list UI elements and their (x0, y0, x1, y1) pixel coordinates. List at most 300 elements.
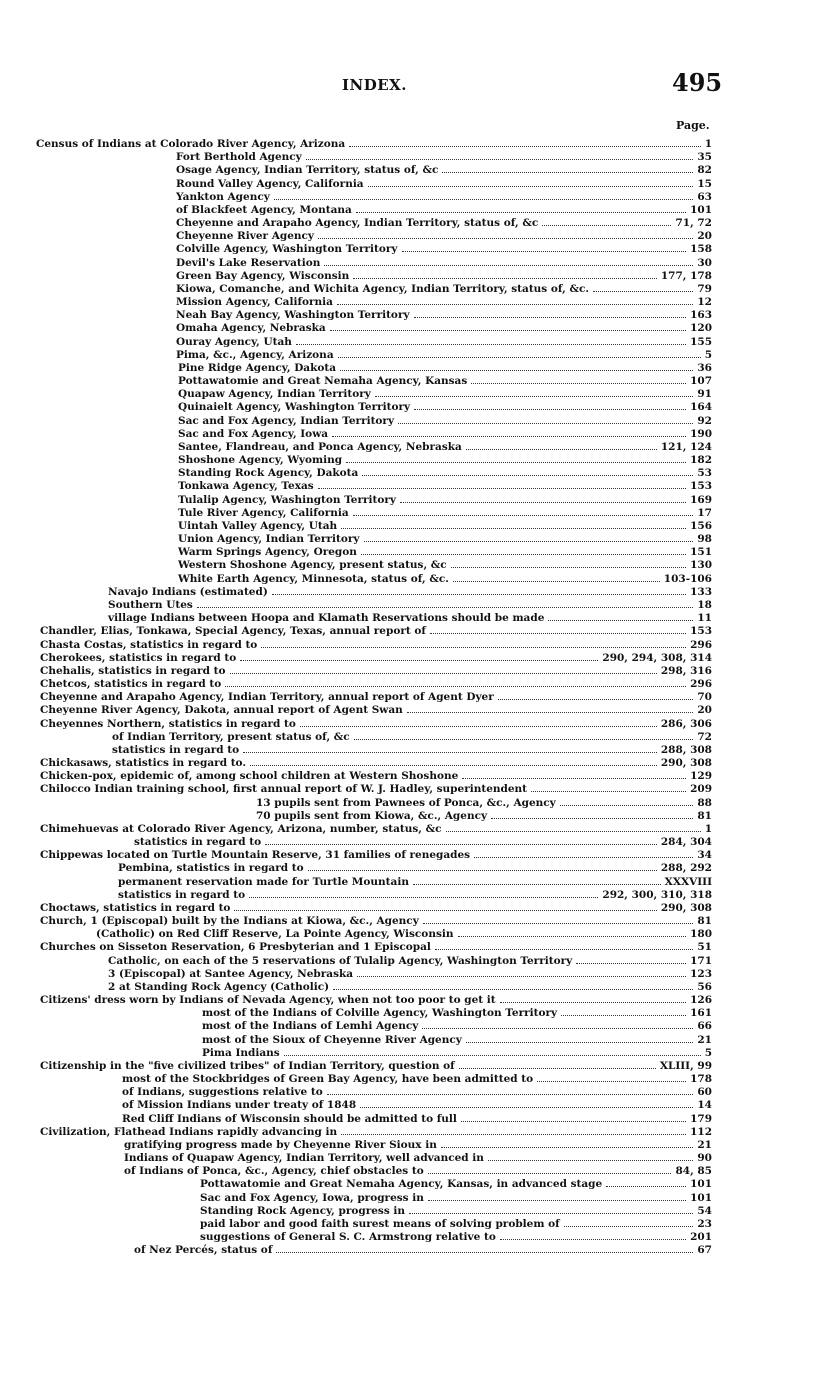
dot-leader (357, 976, 686, 977)
index-entry (0, 428, 712, 441)
index-entry-page-ref: 91 (697, 388, 712, 401)
index-entry-text: Chimehuevas at Colorado River Agency, Arizona, number, status, &c (40, 822, 442, 835)
index-entry-page-ref: 153 (690, 480, 712, 493)
dot-leader (284, 1055, 701, 1056)
index-entry-text: suggestions of General S. C. Armstrong relative to (200, 1231, 496, 1244)
index-entry-page-ref: 164 (690, 401, 712, 414)
dot-leader (340, 370, 693, 371)
index-entry-text: Church, 1 (Episcopal) built by the Indians at Kiowa, &c., Agency (40, 915, 419, 927)
index-entry-text: Indians of Quapaw Agency, Indian Territory, well advanced in (124, 1152, 484, 1165)
index-entry-page-ref: 17 (697, 506, 712, 519)
index-entry-page-ref: 35 (697, 151, 712, 164)
dot-leader (318, 488, 686, 489)
index-entry (0, 718, 712, 731)
page-column-label: Page. (676, 119, 710, 132)
index-entry-page-ref: 121, 124 (660, 440, 712, 453)
index-entry-text: Navajo Indians (estimated) (108, 585, 268, 598)
dot-leader (414, 317, 687, 318)
index-entry-page-ref: 120 (690, 322, 712, 335)
index-entry-page-ref: 92 (697, 414, 712, 427)
dot-leader (441, 1147, 694, 1148)
index-entry-page-ref: 72 (697, 730, 712, 743)
index-entry-page-ref: 171 (690, 954, 712, 967)
index-entry-page-ref: 14 (697, 1099, 712, 1112)
index-entry-page-ref: 158 (690, 243, 712, 256)
index-entry-page-ref: 5 (704, 348, 712, 361)
index-entry-text: paid labor and good faith surest means of solving problem of (200, 1217, 560, 1230)
index-entry-page-ref: 151 (690, 546, 712, 559)
index-entry (0, 178, 712, 191)
index-entry-text: Catholic, on each of the 5 reservations of Tulalip Agency, Washington Territory (108, 954, 573, 967)
index-entry-page-ref: 67 (697, 1244, 712, 1257)
index-entry-text: White Earth Agency, Minnesota, status of, &c. (178, 572, 449, 585)
dot-leader (466, 1042, 694, 1043)
dot-leader (360, 1107, 693, 1108)
index-entry-text: Colville Agency, Washington Territory (176, 243, 398, 256)
index-entry (0, 573, 712, 586)
index-entry-text: Churches on Sisseton Reservation, 6 Presbyterian and 1 Episcopal (40, 941, 431, 954)
dot-leader (561, 1015, 686, 1016)
dot-leader (276, 1252, 693, 1253)
index-entry-text: Chetcos, statistics in regard to (40, 678, 222, 690)
index-entry (0, 639, 712, 652)
dot-leader (466, 449, 657, 450)
dot-leader (606, 1186, 686, 1187)
index-entry-page-ref: 182 (690, 454, 712, 467)
index-entry-text: Neah Bay Agency, Washington Territory (176, 309, 410, 322)
index-entry-page-ref: 1 (704, 138, 712, 150)
dot-leader (428, 1173, 672, 1174)
index-entry-page-ref: 30 (697, 256, 712, 269)
index-entry (0, 533, 712, 546)
index-entry-text: of Blackfeet Agency, Montana (176, 203, 352, 216)
index-entry-text: Sac and Fox Agency, Iowa (178, 427, 329, 440)
index-entry (0, 375, 712, 388)
index-entry-text: Cheyenne River Agency, Dakota, annual report of Agent Swan (40, 704, 403, 717)
dot-leader (402, 251, 687, 252)
index-entry-page-ref: 123 (690, 967, 712, 980)
dot-leader (234, 910, 656, 911)
dot-leader (337, 304, 693, 305)
index-entry-text: Devil's Lake Reservation (176, 256, 321, 269)
index-entry-page-ref: 71, 72 (675, 217, 712, 229)
index-entry (0, 1060, 712, 1073)
index-entry-text: Chandler, Elias, Tonkawa, Special Agency, Texas, annual report of (40, 625, 426, 638)
dot-leader (318, 238, 693, 239)
dot-leader (327, 1094, 694, 1095)
dot-leader (593, 291, 693, 292)
index-entry (0, 520, 712, 533)
index-entry-page-ref: 288, 292 (660, 862, 712, 875)
dot-leader (407, 712, 694, 713)
dot-leader (332, 436, 686, 437)
index-entry (0, 322, 712, 335)
index-entry-text: most of the Indians of Lemhi Agency (202, 1020, 419, 1033)
dot-leader (564, 1226, 694, 1227)
index-entry (0, 757, 712, 770)
index-entry-page-ref: 290, 294, 308, 314 (602, 651, 712, 664)
index-entry (0, 257, 712, 270)
index-entry (0, 336, 712, 349)
index-entry (0, 876, 712, 889)
index-entry-page-ref: 103-106 (663, 572, 712, 585)
index-entry-page-ref: 18 (697, 598, 712, 611)
dot-leader (274, 199, 694, 200)
index-entry (0, 349, 712, 362)
index-entry-page-ref: XLIII, 99 (659, 1059, 712, 1072)
index-entry-page-ref: 209 (690, 783, 712, 796)
index-entry (0, 1126, 712, 1139)
index-entry-text: Chehalis, statistics in regard to (40, 664, 226, 677)
index-entry (0, 889, 712, 902)
index-entry-text: statistics in regard to (112, 743, 240, 756)
index-entry-text: Chilocco Indian training school, first annual report of W. J. Hadley, superintendent (40, 783, 528, 796)
index-entry (0, 823, 712, 836)
dot-leader (459, 1068, 656, 1069)
dot-leader (398, 423, 693, 424)
index-entry-page-ref: 288, 308 (660, 743, 712, 756)
index-entry-page-ref: 90 (697, 1152, 712, 1165)
dot-leader (500, 1002, 687, 1003)
index-entry (0, 270, 712, 283)
dot-leader (498, 699, 694, 700)
index-entry-text: Yankton Agency (176, 190, 270, 203)
index-entry-page-ref: 60 (697, 1086, 712, 1099)
index-entry-page-ref: 53 (697, 467, 712, 480)
index-entry-page-ref: 66 (697, 1020, 712, 1033)
dot-leader (500, 1239, 686, 1240)
index-entry (0, 1020, 712, 1033)
index-entry (0, 441, 712, 454)
dot-leader (531, 791, 686, 792)
index-entry (0, 783, 712, 796)
index-entry-text: Chasta Costas, statistics in regard to (40, 638, 258, 651)
index-entry-text: gratifying progress made by Cheyenne River Sioux in (124, 1138, 437, 1151)
dot-leader (368, 186, 694, 187)
index-entry-page-ref: 101 (690, 1178, 712, 1191)
index-entry (0, 704, 712, 717)
index-entry (0, 625, 712, 638)
index-entry (0, 415, 712, 428)
index-entry-text: 3 (Episcopal) at Santee Agency, Nebraska (108, 967, 354, 980)
page-number: 495 (672, 68, 723, 97)
index-entry-text: Pottawatomie and Great Nemaha Agency, Kansas (178, 375, 468, 388)
index-entry (0, 217, 712, 230)
dot-leader (346, 462, 686, 463)
index-entry (0, 230, 712, 243)
dot-leader (430, 633, 686, 634)
index-entry-page-ref: 130 (690, 559, 712, 572)
dot-leader (362, 475, 693, 476)
index-entry-page-ref: 11 (697, 612, 712, 625)
index-entry-page-ref: 101 (690, 203, 712, 216)
index-entry-page-ref: 155 (690, 335, 712, 348)
index-entry-text: Cheyennes Northern, statistics in regard to (40, 717, 296, 730)
index-entry-text: 13 pupils sent from Pawnees of Ponca, &c., Agency (256, 796, 556, 809)
index-entry-page-ref: 169 (690, 493, 712, 506)
index-entry (0, 494, 712, 507)
index-entry (0, 862, 712, 875)
index-entry-text: statistics in regard to (118, 888, 246, 901)
index-entry-text: Choctaws, statistics in regard to (40, 901, 231, 914)
index-entry (0, 507, 712, 520)
dot-leader (296, 344, 686, 345)
index-entry-text: Standing Rock Agency, progress in (200, 1204, 406, 1217)
dot-leader (240, 660, 598, 661)
index-entry (0, 309, 712, 322)
index-entry-page-ref: 56 (697, 980, 712, 993)
index-entry-text: Kiowa, Comanche, and Wichita Agency, Indian Territory, status of, &c. (176, 282, 590, 295)
index-entry-page-ref: 190 (690, 427, 712, 440)
dot-leader (272, 594, 686, 595)
index-entry (0, 1152, 712, 1165)
index-entry (0, 1231, 712, 1244)
index-entry (0, 1113, 712, 1126)
index-entry-page-ref: 292, 300, 310, 318 (602, 888, 712, 901)
index-entry (0, 362, 712, 375)
index-entry-text: Osage Agency, Indian Territory, status of, &c (176, 164, 439, 177)
dot-leader (560, 805, 694, 806)
dot-leader (423, 923, 694, 924)
index-entry (0, 546, 712, 559)
dot-leader (324, 265, 693, 266)
dot-leader (453, 581, 660, 582)
index-entry (0, 1165, 712, 1178)
index-entry (0, 981, 712, 994)
index-entry-page-ref: 36 (697, 361, 712, 374)
dot-leader (338, 357, 701, 358)
dot-leader (435, 949, 694, 950)
dot-leader (306, 159, 694, 160)
index-entry-text: Tulalip Agency, Washington Territory (178, 493, 397, 506)
index-entry (0, 283, 712, 296)
dot-leader (471, 383, 686, 384)
index-entry (0, 1244, 712, 1257)
dot-leader (341, 1134, 686, 1135)
index-entry-text: Cherokees, statistics in regard to (40, 651, 237, 664)
index-entry (0, 243, 712, 256)
index-entry (0, 1034, 712, 1047)
index-entry (0, 1047, 712, 1060)
index-entry-page-ref: 290, 308 (660, 757, 712, 769)
index-entry-page-ref: 112 (690, 1125, 712, 1138)
index-entry (0, 454, 712, 467)
dot-leader (548, 620, 693, 621)
dot-leader (451, 567, 686, 568)
index-entry (0, 652, 712, 665)
index-entry (0, 467, 712, 480)
index-entry-text: Omaha Agency, Nebraska (176, 322, 326, 335)
index-entry-page-ref: 178 (690, 1073, 712, 1086)
index-entry-page-ref: 70 (697, 691, 712, 704)
index-entry (0, 151, 712, 164)
dot-leader (353, 278, 657, 279)
dot-leader (462, 778, 686, 779)
index-entry (0, 612, 712, 625)
index-entry-page-ref: 179 (690, 1112, 712, 1125)
dot-leader (428, 1200, 686, 1201)
index-entry-page-ref: 21 (697, 1138, 712, 1151)
index-entry (0, 296, 712, 309)
page-title: INDEX. (342, 76, 408, 94)
index-entry-text: Cheyenne and Arapaho Agency, Indian Territory, annual report of Agent Dyer (40, 691, 494, 704)
index-entry (0, 665, 712, 678)
index-entry-text: Civilization, Flathead Indians rapidly advancing in (40, 1125, 338, 1138)
index-entry-text: Citizenship in the "five civilized tribes" of Indian Territory, question of (40, 1059, 455, 1072)
index-entry-text: Fort Berthold Agency (176, 151, 302, 164)
index-entry-page-ref: 298, 316 (660, 664, 712, 677)
dot-leader (458, 936, 687, 937)
dot-leader (333, 989, 693, 990)
index-entry (0, 388, 712, 401)
index-entry-page-ref: 88 (697, 796, 712, 809)
index-entry-text: Pima, &c., Agency, Arizona (176, 348, 334, 361)
index-entry (0, 1007, 712, 1020)
index-entry-text: most of the Indians of Colville Agency, Washington Territory (202, 1007, 558, 1020)
index-entry-text: of Mission Indians under treaty of 1848 (122, 1099, 357, 1112)
index-entry-text: 2 at Standing Rock Agency (Catholic) (108, 980, 330, 993)
index-entry-text: Chicken-pox, epidemic of, among school children at Western Shoshone (40, 770, 459, 783)
index-entry-page-ref: 23 (697, 1217, 712, 1230)
index-entry (0, 797, 712, 810)
dot-leader (461, 1121, 686, 1122)
index-entry-page-ref: XXXVIII (664, 875, 712, 888)
dot-leader (413, 884, 661, 885)
index-entry-page-ref: 296 (690, 678, 712, 690)
index-entry-page-ref: 15 (697, 177, 712, 190)
index-entry-page-ref: 296 (690, 638, 712, 651)
index-entry-text: Ouray Agency, Utah (176, 335, 292, 348)
index-entry-text: Quapaw Agency, Indian Territory (178, 388, 371, 401)
dot-leader (230, 673, 657, 674)
dot-leader (356, 212, 686, 213)
dot-leader (364, 541, 694, 542)
index-entry-text: Santee, Flandreau, and Ponca Agency, Nebraska (178, 440, 462, 453)
index-entry-page-ref: 20 (697, 704, 712, 717)
index-entry-page-ref: 126 (690, 994, 712, 1006)
index-entry-page-ref: 101 (690, 1191, 712, 1204)
index-entry (0, 691, 712, 704)
index-entry-text: Tonkawa Agency, Texas (178, 480, 314, 493)
index-entry-page-ref: 82 (697, 164, 712, 177)
dot-leader (197, 607, 694, 608)
index-entry-text: Warm Springs Agency, Oregon (178, 546, 357, 559)
dot-leader (576, 963, 686, 964)
dot-leader (446, 831, 701, 832)
index-entry (0, 731, 712, 744)
index-entry-page-ref: 21 (697, 1033, 712, 1046)
index-entry-text: Tule River Agency, California (178, 506, 349, 519)
index-entry (0, 849, 712, 862)
index-entry-text: Uintah Valley Agency, Utah (178, 519, 338, 532)
dot-leader (542, 225, 671, 226)
index-entry (0, 902, 712, 915)
index-entry-text: Chippewas located on Turtle Mountain Reserve, 31 families of renegades (40, 849, 471, 862)
index-entry-text: most of the Sioux of Cheyenne River Agency (202, 1033, 462, 1046)
index-entry (0, 678, 712, 691)
index-entry-page-ref: 180 (690, 928, 712, 941)
index-entry (0, 191, 712, 204)
dot-leader (353, 515, 694, 516)
index-entry-page-ref: 156 (690, 519, 712, 532)
index-entry-page-ref: 153 (690, 625, 712, 638)
index-entry-text: Pottawatomie and Great Nemaha Agency, Kansas, in advanced stage (200, 1178, 603, 1191)
dot-leader (414, 409, 686, 410)
index-entry (0, 1178, 712, 1191)
index-entry-text: Chickasaws, statistics in regard to. (40, 757, 247, 769)
index-entry (0, 744, 712, 757)
index-entry-text: Cheyenne River Agency (176, 230, 315, 243)
index-entry (0, 955, 712, 968)
index-entry-text: Red Cliff Indians of Wisconsin should be admitted to full (122, 1112, 457, 1125)
index-entry-text: Western Shoshone Agency, present status, &c (178, 559, 447, 572)
index-entry-text: Pine Ridge Agency, Dakota (178, 361, 337, 374)
dot-leader (491, 818, 693, 819)
index-entry-text: permanent reservation made for Turtle Mountain (118, 875, 409, 888)
dot-leader (537, 1081, 686, 1082)
index-entry-page-ref: 284, 304 (660, 836, 712, 848)
dot-leader (250, 765, 657, 766)
index-entry-text: village Indians between Hoopa and Klamath Reservations should be made (108, 612, 545, 625)
index-entry (0, 1192, 712, 1205)
dot-leader (308, 870, 657, 871)
index-entry-text: Cheyenne and Arapaho Agency, Indian Territory, status of, &c (176, 217, 539, 229)
index-entry-text: statistics in regard to (134, 836, 262, 848)
index-entry-page-ref: 133 (690, 585, 712, 598)
dot-leader (349, 146, 701, 147)
index-entry-text: Sac and Fox Agency, Indian Territory (178, 414, 395, 427)
index-entry (0, 1218, 712, 1231)
index-entry (0, 928, 712, 941)
index-entry (0, 204, 712, 217)
index-entry-page-ref: 79 (697, 282, 712, 295)
index-entry-text: of Indians, suggestions relative to (122, 1086, 323, 1099)
index-entry-page-ref: 98 (697, 533, 712, 546)
index-entry-page-ref: 290, 308 (660, 901, 712, 914)
index-entry-text: (Catholic) on Red Cliff Reserve, La Pointe Agency, Wisconsin (96, 928, 454, 941)
index-entry (0, 138, 712, 151)
index-entry-text: Pembina, statistics in regard to (118, 862, 304, 875)
index-entry-page-ref: 163 (690, 309, 712, 322)
index-entry-page-ref: 177, 178 (660, 269, 712, 282)
dot-leader (225, 686, 686, 687)
index-entry-text: Southern Utes (108, 598, 193, 611)
index-entry-text: of Nez Percés, status of (134, 1244, 273, 1257)
index-entry-text: of Indians of Ponca, &c., Agency, chief obstacles to (124, 1165, 424, 1178)
index-entry-page-ref: 84, 85 (675, 1165, 712, 1178)
dot-leader (422, 1028, 693, 1029)
index-entry-page-ref: 54 (697, 1204, 712, 1217)
index-entry (0, 968, 712, 981)
index-entry (0, 1139, 712, 1152)
index-entry-text: Citizens' dress worn by Indians of Nevada Agency, when not too poor to get it (40, 994, 496, 1006)
index-entry-page-ref: 34 (697, 849, 712, 862)
index-entry-page-ref: 1 (704, 822, 712, 835)
index-entry (0, 1205, 712, 1218)
index-entry-text: Green Bay Agency, Wisconsin (176, 269, 350, 282)
index-entry-text: Census of Indians at Colorado River Agency, Arizona (36, 138, 346, 150)
index-entry-page-ref: 20 (697, 230, 712, 243)
index-entry (0, 770, 712, 783)
dot-leader (300, 726, 657, 727)
index-entry-text: Quinaielt Agency, Washington Territory (178, 401, 411, 414)
dot-leader (354, 739, 694, 740)
index-entry-page-ref: 201 (690, 1231, 712, 1244)
index-entry (0, 810, 712, 823)
index-entry-page-ref: 161 (690, 1007, 712, 1020)
index-entry-text: Standing Rock Agency, Dakota (178, 467, 359, 480)
index-entry-text: most of the Stockbridges of Green Bay Agency, have been admitted to (122, 1073, 534, 1086)
